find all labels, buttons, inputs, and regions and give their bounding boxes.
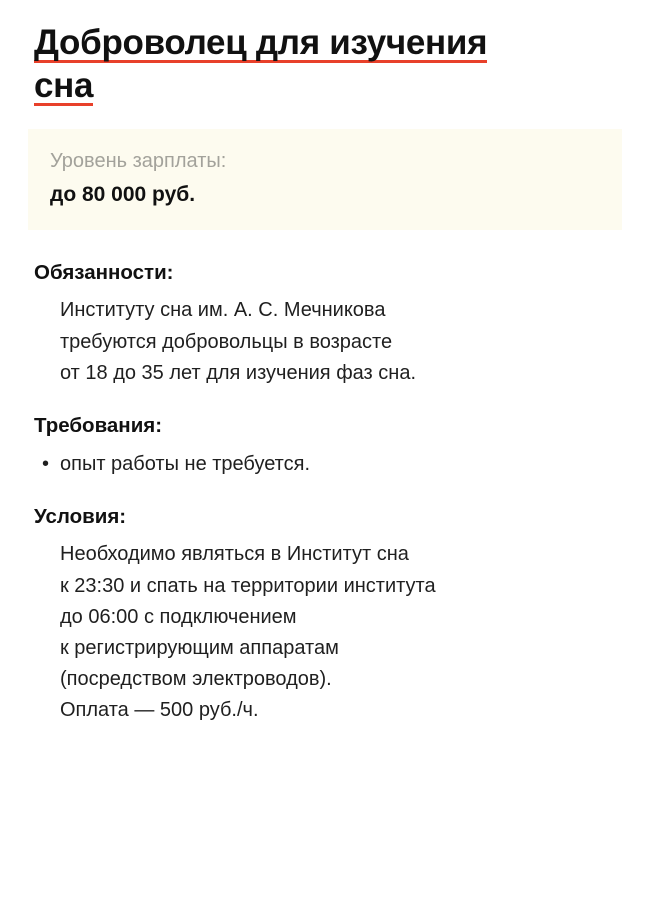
conditions-line [34,571,616,602]
requirements-bullet: • опыт работы не требуется. [34,449,616,480]
responsibilities-line: требуются добровольцы в возрасте [60,330,393,353]
section-heading-responsibilities: Обязанности: [34,260,174,284]
section-heading-requirements: Требования: [34,413,163,437]
conditions-line-tail: с подключением [138,605,297,628]
conditions-line: к регистрирующим аппаратам [60,636,339,659]
conditions-highlight: до 06:00 [60,605,139,628]
salary-label: Уровень зарплаты: [50,150,227,173]
salary-band [28,129,622,229]
page-title-line-1: Доброволец для изучения [34,23,487,65]
section-heading-conditions: Условия: [34,504,127,528]
responsibilities-line: от 18 до 35 лет для изучения фаз сна. [60,361,416,384]
page-title [34,22,616,107]
conditions-line [34,539,616,570]
conditions-line [34,602,616,633]
conditions-line: (посредством электроводов). [60,668,332,691]
conditions-line: Оплата — 500 руб./ч. [60,699,259,722]
responsibilities-line: Институту сна им. А. С. Мечникова [60,299,386,322]
conditions-highlight: Необходимо являться в Институт сна [60,543,409,566]
conditions-highlight: к 23:30 и спать на территории института [60,574,436,597]
section-conditions [34,504,616,727]
section-requirements [34,413,616,480]
section-responsibilities [34,260,616,389]
salary-value: до 80 000 руб. [50,183,196,207]
page-title-line-2: сна [34,66,93,108]
